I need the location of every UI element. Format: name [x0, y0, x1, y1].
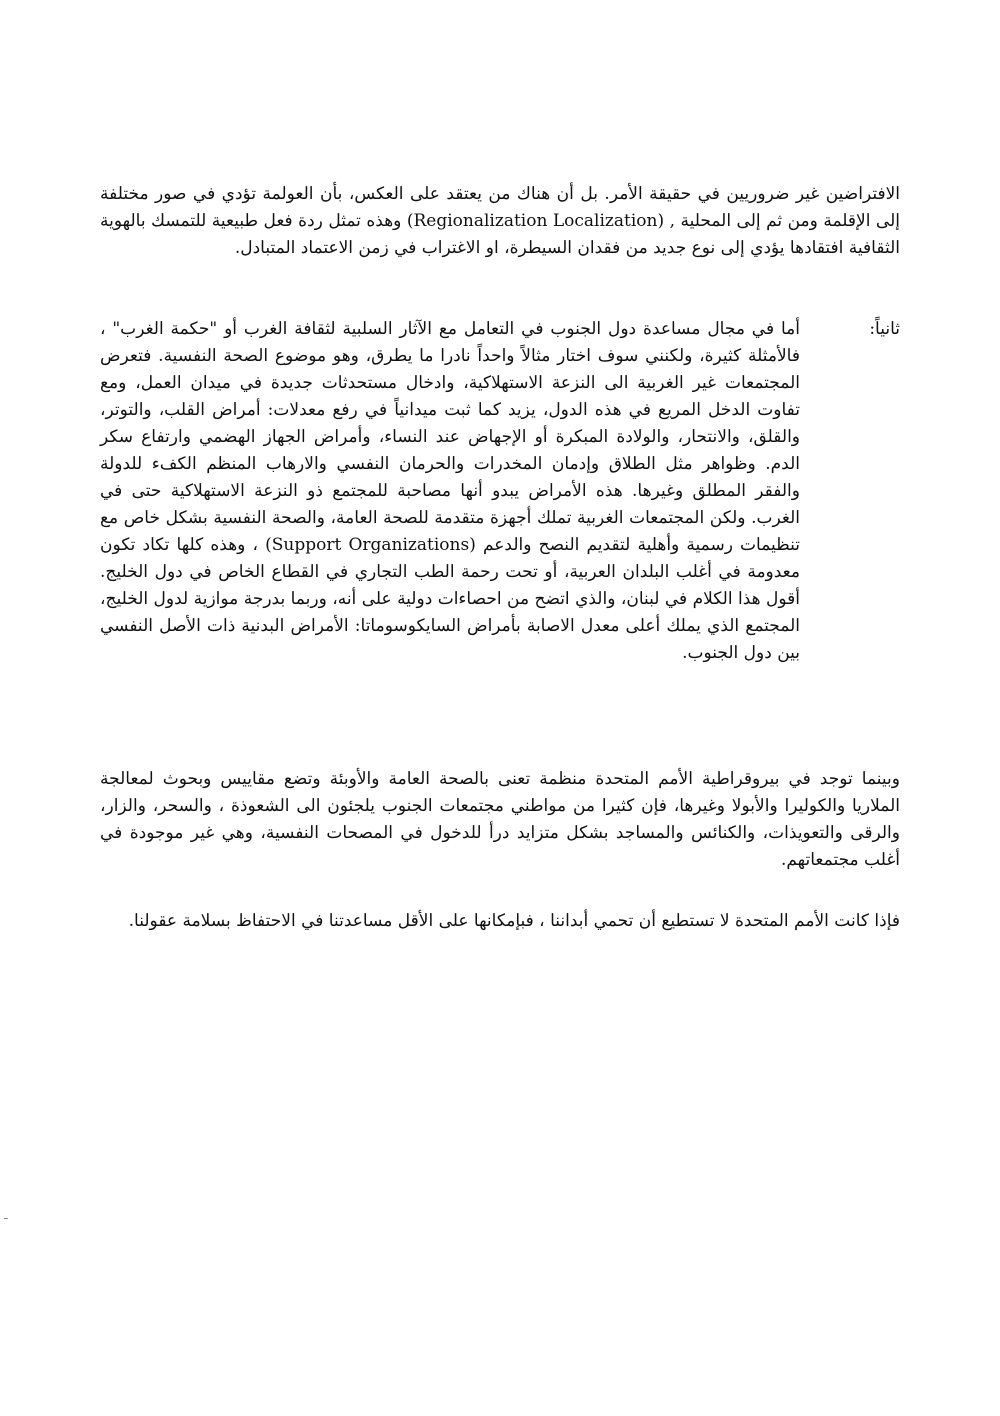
paragraph-3: وبينما توجد في بيروقراطية الأمم المتحدة منظمة تعنى بالصحة العامة والأوبئة وتضع مقاييس وبحوث لمعالجة الملاريا والكوليرا والأبولا وغيرها، فإن كثيرا من مواطني مجتمعات الجنوب يلجئون الى الشعوذة ، والسحر، والزار، والرقى والتعويذات، والكنائس والمساجد بشكل متزايد درأ للدخول في المصحات النفسية، وهي غير موجودة في أغلب مجتمعاتهم.: [100, 769, 900, 870]
paragraph-4: فإذا كانت الأمم المتحدة لا تستطيع أن تحمي أبداننا ، فبإمكانها على الأقل مساعدتنا في الاحتفاظ بسلامة عقولنا.: [128, 911, 900, 931]
scan-edge-mark: [4, 1218, 8, 1219]
paragraph-2: أما في مجال مساعدة دول الجنوب في التعامل مع الآثار السلبية لثقافة الغرب أو "حكمة الغرب" ، فالأمثلة كثيرة، ولكنني سوف اختار مثالاً واحداً نادرا ما يطرق، وهو موضوع الصحة النفسية. فتعرض المجتمعات غير الغربية الى النزعة الاستهلاكية، وادخال مستحدثات جديدة في ميدان العمل، ومع تفاوت الدخل المريع في هذه الدول، يزيد كما ثبت ميدانياً في رفع معدلات: أمراض القلب، والتوتر، والقلق، والانتحار، والولادة المبكرة أو الإجهاض عند النساء، وأمراض الجهاز الهضمي وارتفاع سكر الدم. وظواهر مثل الطلاق وإدمان المخدرات والحرمان النفسي والارهاب المنظم الكفء للدولة والفقر المطلق وغيرها. هذه الأمراض يبدو أنها مصاحبة للمجتمع ذو النزعة الاستهلاكية حتى في الغرب. ولكن المجتمعات الغربية تملك أجهزة متقدمة للصحة العامة، والصحة النفسية بشكل خاص مع تنظيمات رسمية وأهلية لتقديم النصح والدعم (Support Organizations) ، وهذه كلها تكاد تكون معدومة في أغلب البلدان العربية، أو تحت رحمة الطب التجاري في القطاع الخاص في دول الخليج. أقول هذا الكلام في لبنان، والذي اتضح من احصاءات دولية على أنه، وربما بدرجة موازية لدول الخليج، المجتمع الذي يملك أعلى معدل الاصابة بأمراض السايكوسوماتا: الأمراض البدنية ذات الأصل النفسي بين دول الجنوب.: [100, 319, 800, 663]
section-marker-second: ثانياً:: [869, 319, 900, 339]
paragraph-1: الافتراضين غير ضروريين في حقيقة الأمر. بل أن هناك من يعتقد على العكس، بأن العولمة تؤدي في صور مختلفة إلى الإقلمة ومن ثم إلى المحلية , (Regionalization Localization) وهذه تمثل ردة فعل طبيعية للتمسك بالهوية الثقافية افتقادها يؤدي إلى نوع جديد من فقدان السيطرة، او الاغتراب في زمن الاعتماد المتبادل.: [100, 184, 900, 258]
